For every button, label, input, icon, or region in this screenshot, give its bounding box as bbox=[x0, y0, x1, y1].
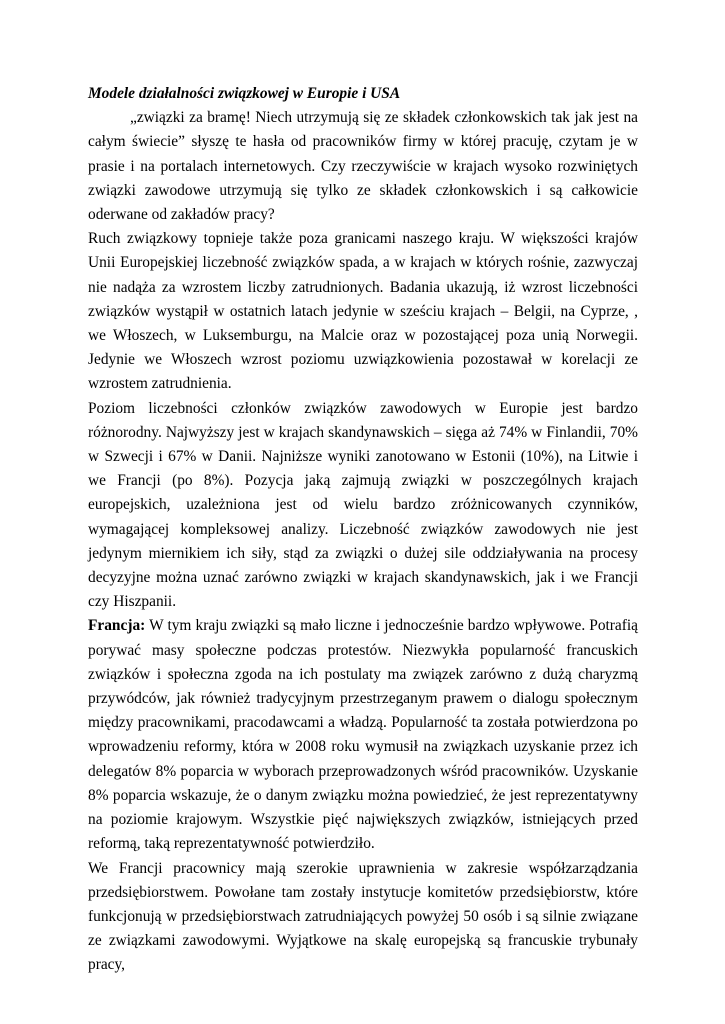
france-lead-label: Francja: bbox=[88, 617, 146, 635]
document-page bbox=[88, 82, 638, 978]
france-body-text: W tym kraju związki są mało liczne i jednocześnie bardzo wpływowe. Potrafią porywać masy społeczne podczas protestów. Niezwykła popularność francuskich związków i społeczna zgoda na ich postulaty ma związek zarówno z dużą charyzmą przywódców, jak również tradycyjnym przestrzeganym prawem o dialogu społecznym między pracownikami, pracodawcami a władzą. Popularność ta została potwierdzona po wprowadzeniu reformy, która w 2008 roku wymusił na związkach uzyskanie przez ich delegatów 8% poparcia w wyborach przeprowadzonych wśród pracowników. Uzyskanie 8% poparcia wskazuje, że o danym związku można powiedzieć, że jest reprezentatywny na poziomie krajowym. Wszystkie pięć największych związków, istniejących przed reformą, taką reprezentatywność potwierdziło. bbox=[88, 617, 638, 853]
paragraph-france bbox=[88, 614, 638, 856]
paragraph-union-decline: Ruch związkowy topnieje także poza granicami naszego kraju. W większości krajów Unii Europejskiej liczebność związków spada, a w krajach w których rośnie, zazwyczaj nie nadąża za wzrostem liczby zatrudnionych. Badania ukazują, iż wzrost liczebności związków wystąpił w ostatnich latach jedynie w sześciu krajach – Belgii, na Cyprze, , we Włoszech, w Luksemburgu, na Malcie oraz w pozostającej poza unią Norwegii. Jedynie we Włoszech wzrost poziomu uzwiązkowienia pozostawał w korelacji ze wzrostem zatrudnienia. bbox=[88, 230, 638, 393]
paragraph-membership-levels: Poziom liczebności członków związków zawodowych w Europie jest bardzo różnorodny. Najwyższy jest w krajach skandynawskich – sięga aż 74% w Finlandii, 70% w Szwecji i 67% w Danii. Najniższe wyniki zanotowano w Estonii (10%), na Litwie i we Francji (po 8%). Pozycja jaką zajmują związki w poszczególnych krajach europejskich, uzależniona jest od wielu bardzo zróżnicowanych czynników, wymagającej kompleksowej analizy. Liczebność związków zawodowych nie jest jedynym miernikiem ich siły, stąd za związki o dużej sile oddziaływania na procesy decyzyjne można uznać zarówno związki w krajach skandynawskich, jak i we Francji czy Hiszpanii. bbox=[88, 399, 638, 611]
paragraph-intro: „związki za bramę! Niech utrzymują się ze składek członkowskich tak jak jest na całym świecie” słyszę te hasła od pracowników firmy w której pracuję, czytam je w prasie i na portalach internetowych. Czy rzeczywiście w krajach wysoko rozwiniętych związki zawodowe utrzymują się tylko ze składek członkowskich i są całkowicie oderwane od zakładów pracy? bbox=[88, 109, 638, 224]
document-title: Modele działalności związkowej w Europie i USA bbox=[88, 85, 401, 102]
paragraph-france-comanagement: We Francji pracownicy mają szerokie uprawnienia w zakresie współzarządzania przedsiębiorstwem. Powołane tam zostały instytucje komitetów przedsiębiorstw, które funkcjonują w przedsiębiorstwach zatrudniających powyżej 50 osób i są silnie związane ze związkami zawodowymi. Wyjątkowe na skalę europejską są francuskie trybunały pracy, bbox=[88, 859, 638, 974]
